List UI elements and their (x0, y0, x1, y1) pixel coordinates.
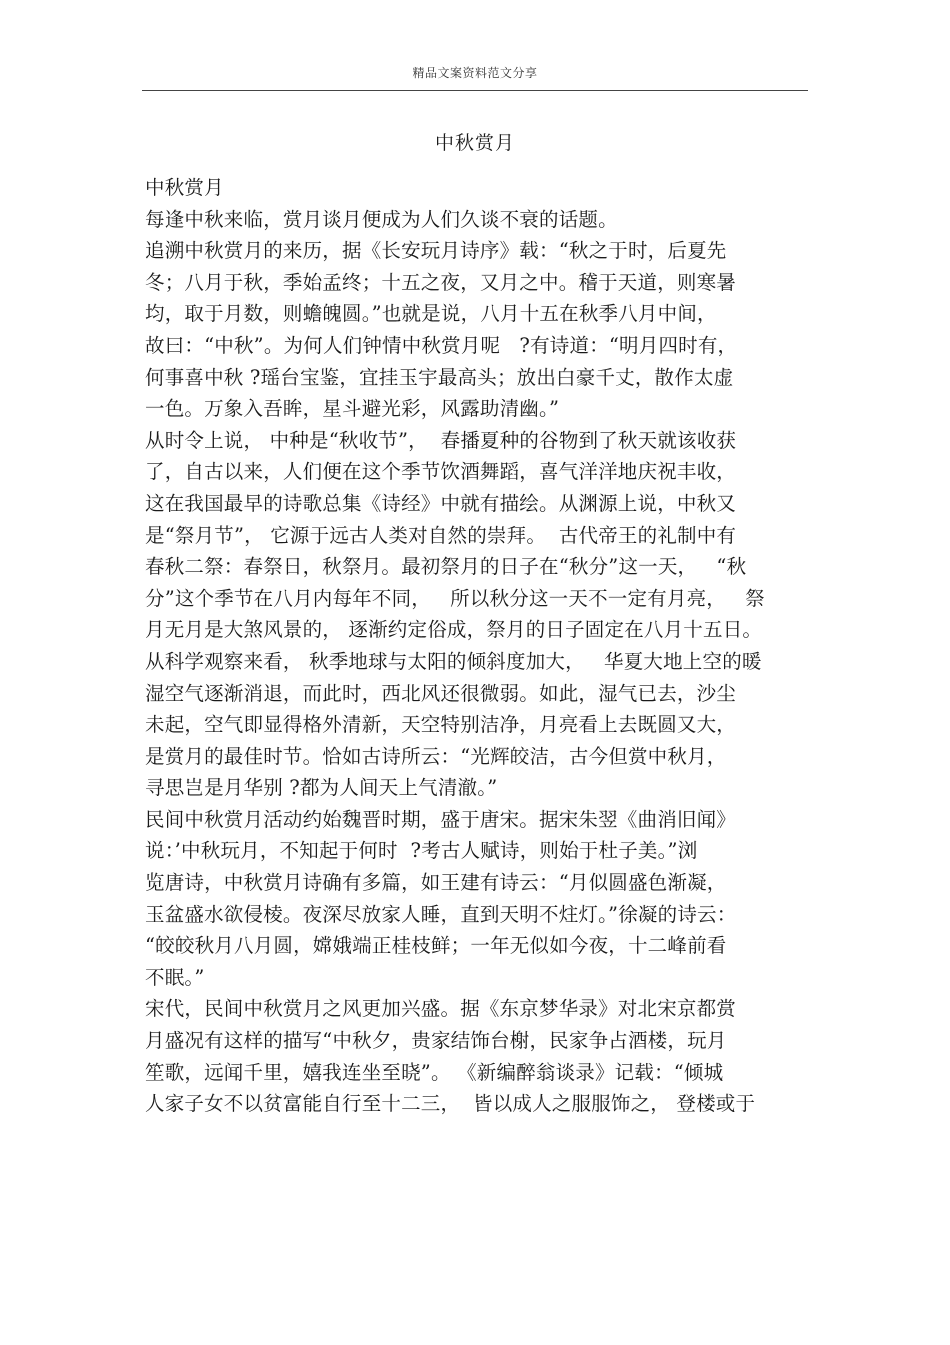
document-body (145, 172, 815, 1120)
text-line: 一色。万象入吾眸，星斗避光彩，风露助清幽。” (145, 397, 560, 421)
text-line: 均，取于月数，则蟾魄圆。”也就是说，八月十五在秋季八月中间， (145, 302, 717, 326)
text-line: 览唐诗，中秋赏月诗确有多篇，如王建有诗云：“月似圆盛色渐凝， (145, 871, 727, 895)
text-line: 说：’中秋玩月，不知起于何时 ?考古人赋诗，则始于杜子美。”浏 (145, 839, 698, 863)
text-line: 笙歌，远闻千里，嬉我连坐至晓”。 《新编醉翁谈录》记载：“倾城 (145, 1060, 724, 1084)
text-line: 中秋赏月 (145, 176, 224, 199)
text-line: 从科学观察来看， 秋季地球与太阳的倾斜度加大， 华夏大地上空的暖 (145, 649, 762, 673)
text-line: 是赏月的最佳时节。恰如古诗所云：“光辉皎洁，古今但赏中秋月， (145, 744, 727, 768)
header-divider (142, 90, 808, 91)
text-line: 春秋二祭：春祭日，秋祭月。最初祭月的日子在“秋分”这一天， “秋 (145, 555, 747, 579)
document-title: 中秋赏月 (434, 132, 515, 154)
text-line: 未起，空气即显得格外清新，天空特别洁净，月亮看上去既圆又大， (145, 713, 737, 737)
text-line: 每逢中秋来临，赏月谈月便成为人们久谈不衰的话题。 (145, 207, 618, 231)
page-header: 精品文案资料范文分享 (412, 66, 538, 80)
text-line: 玉盆盛水欲侵棱。夜深尽放家人睡，直到天明不炷灯。”徐凝的诗云： (145, 902, 737, 926)
text-line: 是“祭月节”， 它源于远古人类对自然的崇拜。 古代帝王的礼制中有 (145, 523, 737, 547)
text-line: 故曰：“中秋”。为何人们钟情中秋赏月呢 ?有诗道：“明月四时有， (145, 333, 738, 357)
text-line: 月盛况有这样的描写“中秋夕，贵家结饰台榭，民家争占酒楼，玩月 (145, 1029, 727, 1053)
text-line: 不眠。” (145, 965, 205, 989)
text-line: 宋代，民间中秋赏月之风更加兴盛。据《东京梦华录》对北宋京都赏 (145, 997, 737, 1021)
text-line: 寻思岂是月华别 ?都为人间天上气清澈。” (145, 776, 498, 800)
text-line: 这在我国最早的诗歌总集《诗经》中就有描绘。从渊源上说，中秋又 (145, 491, 737, 515)
text-line: 月无月是大煞风景的， 逐渐约定俗成，祭月的日子固定在八月十五日。 (145, 618, 763, 642)
text-line: “皎皎秋月八月圆，嫦娥端正桂枝鲜；一年无似如今夜，十二峰前看 (145, 934, 727, 958)
text-line: 分”这个季节在八月内每年不同， 所以秋分这一天不一定有月亮， 祭 (145, 586, 765, 610)
text-line: 人家子女不以贫富能自行至十二三， 皆以成人之服服饰之， 登楼或于 (145, 1092, 756, 1116)
text-line: 追溯中秋赏月的来历，据《长安玩月诗序》载：“秋之于时，后夏先 (145, 239, 727, 263)
text-line: 冬；八月于秋，季始孟终；十五之夜，又月之中。稽于天道，则寒暑 (145, 270, 737, 294)
text-line: 湿空气逐渐消退，而此时，西北风还很微弱。如此，湿气已去，沙尘 (145, 681, 737, 705)
text-line: 何事喜中秋 ?瑶台宝鉴，宜挂玉宇最高头；放出白豪千丈，散作太虚 (145, 365, 734, 389)
text-line: 了，自古以来，人们便在这个季节饮酒舞蹈，喜气洋洋地庆祝丰收， (145, 460, 737, 484)
text-line: 民间中秋赏月活动约始魏晋时期，盛于唐宋。据宋朱翌《曲消旧闻》 (145, 807, 737, 831)
text-line: 从时令上说， 中种是“秋收节”， 春播夏种的谷物到了秋天就该收获 (145, 428, 737, 452)
